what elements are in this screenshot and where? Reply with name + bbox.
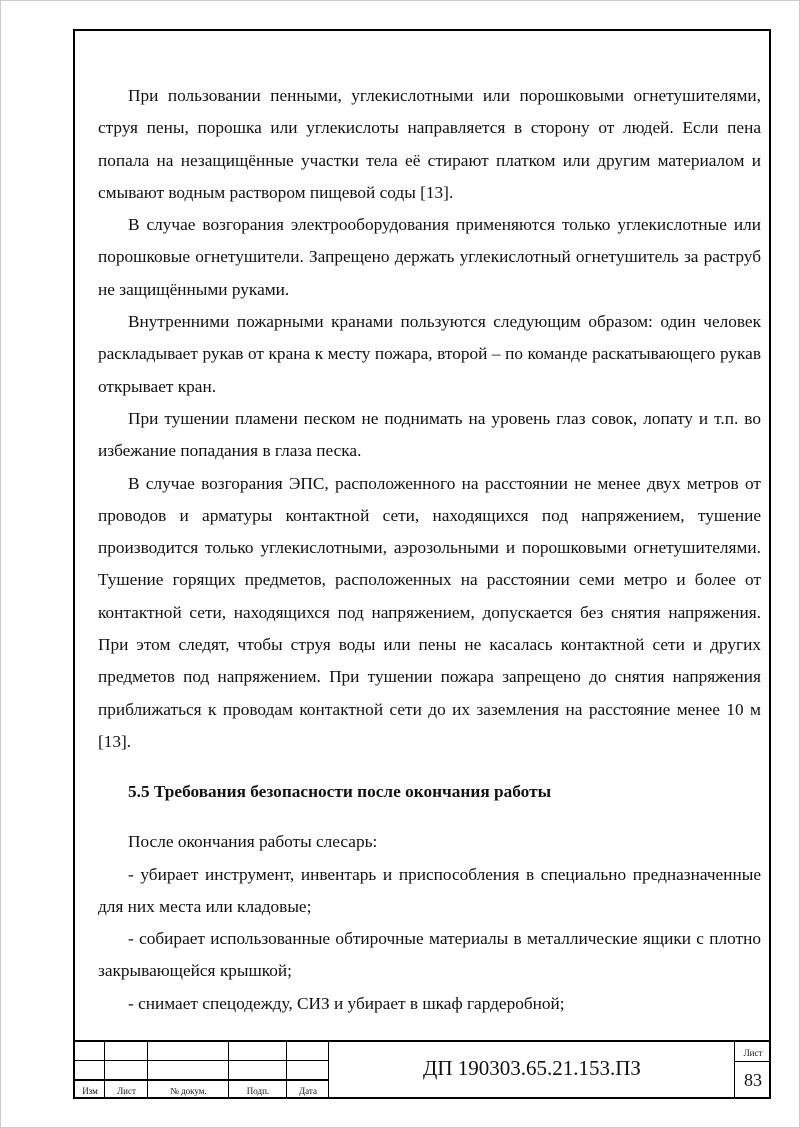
list-item: - снимает спецодежду, СИЗ и убирает в шкаф гардеробной; — [128, 993, 565, 1013]
row-line — [75, 1060, 329, 1061]
row-line — [735, 1061, 771, 1062]
label-list: Лист — [117, 1086, 136, 1096]
label-signature: Подп. — [246, 1086, 270, 1096]
sheet-number: 83 — [744, 1070, 762, 1090]
paragraph: При пользовании пенными, углекислотными или порошковыми огнетушителями, струя пены, порошка или углекислоты направляется в сторону от людей. Если пена попала на незащищённые участки тела её стирают платком или другим материалом и смывают водным раствором пищевой соды [13]. — [98, 86, 761, 202]
paragraph: После окончания работы слесарь: — [128, 832, 378, 852]
label-date: Дата — [299, 1086, 317, 1096]
paragraph: Внутренними пожарными кранами пользуются следующим образом: один человек раскладывает рукав от крана к месту пожара, второй – по команде раскатывающего рукав открывает кран. — [98, 312, 761, 396]
list-item: - убирает инструмент, инвентарь и приспособления в специально предназначенные для них места или кладовые; — [98, 864, 761, 916]
body-text — [98, 80, 761, 1020]
paragraph: В случае возгорания электрооборудования применяются только углекислотные или порошковые огнетушители. Запрещено держать углекислотный огнетушитель за раструб не защищёнными руками. — [98, 215, 761, 299]
title-block — [73, 1040, 771, 1099]
label-izm: Изм — [82, 1086, 98, 1096]
paragraph: При тушении пламени песком не поднимать на уровень глаз совок, лопату и т.п. во избежание попадания в глаза песка. — [98, 408, 761, 461]
label-doc-number: № докум. — [170, 1086, 207, 1096]
paragraph: В случае возгорания ЭПС, расположенного на расстоянии не менее двух метров от проводов и арматуры контактной сети, находящихся под напряжением, тушение производится только углекислотными, аэрозольными и порошковыми огнетушителями. Тушение горящих предметов, расположенных на расстоянии семи метро и более от контактной сети, находящихся под напряжением, допускается без снятия напряжения. При этом следят, чтобы струя воды или пены не касалась контактной сети и других предметов под напряжением. При тушении пожара запрещено до снятия напряжения приближаться к проводам контактной сети до их заземления на расстояние менее 10 м [13]. — [98, 473, 761, 751]
row-line — [75, 1079, 329, 1081]
list-item: - собирает использованные обтирочные материалы в металлические ящики с плотно закрывающейся крышкой; — [98, 929, 761, 981]
sheet-label: Лист — [743, 1048, 763, 1058]
document-code: ДП 190303.65.21.153.ПЗ — [423, 1056, 641, 1080]
section-heading: 5.5 Требования безопасности после окончания работы — [128, 782, 552, 802]
